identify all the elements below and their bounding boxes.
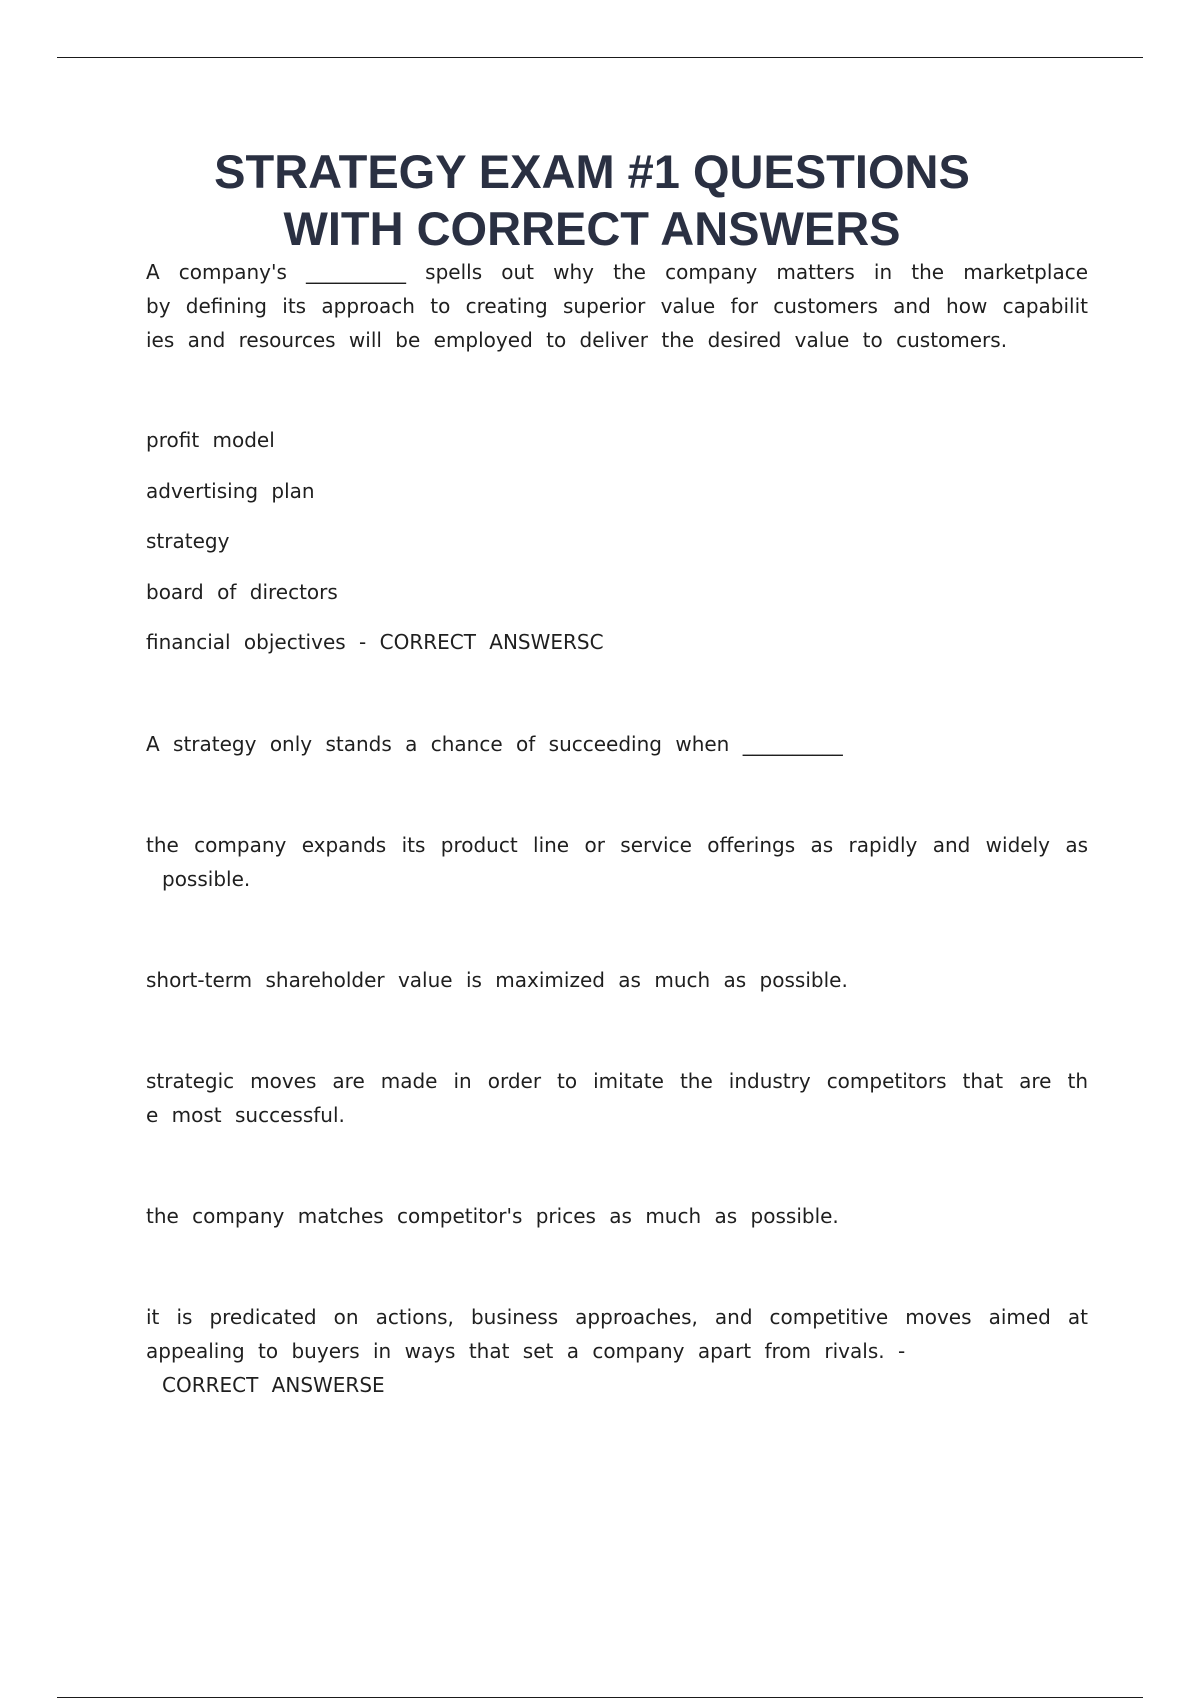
question-1-option-4	[146, 575, 1088, 609]
question-2-option-2	[146, 963, 1088, 997]
title-line-2: WITH CORRECT ANSWERS	[283, 202, 901, 255]
question-2-line: A strategy only stands a chance of succeeding when __________	[146, 732, 843, 756]
question-2-option-5-answer	[146, 1300, 1088, 1402]
question-2-text	[146, 727, 1088, 761]
question-1-text	[146, 255, 1088, 357]
question-2-option-1	[146, 828, 1088, 896]
option-line-2: appealing to buyers in ways that set a company apart from rivals. -	[146, 1339, 906, 1363]
question-2-option-4	[146, 1199, 1088, 1233]
option-text: profit model	[146, 428, 275, 452]
document-title	[100, 143, 1084, 257]
option-text: financial objectives - CORRECT ANSWERSC	[146, 630, 604, 654]
question-1-line-1: A company's __________ spells out why the company matters in the marketplace	[146, 260, 1088, 284]
question-1-option-2	[146, 474, 1088, 508]
option-text: short-term shareholder value is maximized as much as possible.	[146, 968, 848, 992]
question-1-line-3: ies and resources will be employed to deliver the desired value to customers.	[146, 328, 1008, 352]
option-line-1: it is predicated on actions, business approaches, and competitive moves aimed at	[146, 1305, 1088, 1329]
question-1-option-3	[146, 524, 1088, 558]
bottom-rule	[57, 1697, 1143, 1698]
question-2-option-3	[146, 1064, 1088, 1132]
question-1-option-5-answer	[146, 625, 1088, 659]
title-line-1: STRATEGY EXAM #1 QUESTIONS	[214, 145, 970, 198]
option-text: the company matches competitor's prices as much as possible.	[146, 1204, 839, 1228]
option-line-2: possible.	[162, 867, 251, 891]
option-text: advertising plan	[146, 479, 315, 503]
option-line-2: e most successful.	[146, 1103, 345, 1127]
option-text: strategy	[146, 529, 230, 553]
question-1-option-1	[146, 423, 1088, 457]
option-line-3: CORRECT ANSWERSE	[162, 1373, 385, 1397]
top-rule	[57, 57, 1143, 58]
option-line-1: strategic moves are made in order to imitate the industry competitors that are th	[146, 1069, 1088, 1093]
question-1-line-2: by defining its approach to creating superior value for customers and how capabilit	[146, 294, 1088, 318]
option-text: board of directors	[146, 580, 338, 604]
option-line-1: the company expands its product line or service offerings as rapidly and widely as	[146, 833, 1088, 857]
